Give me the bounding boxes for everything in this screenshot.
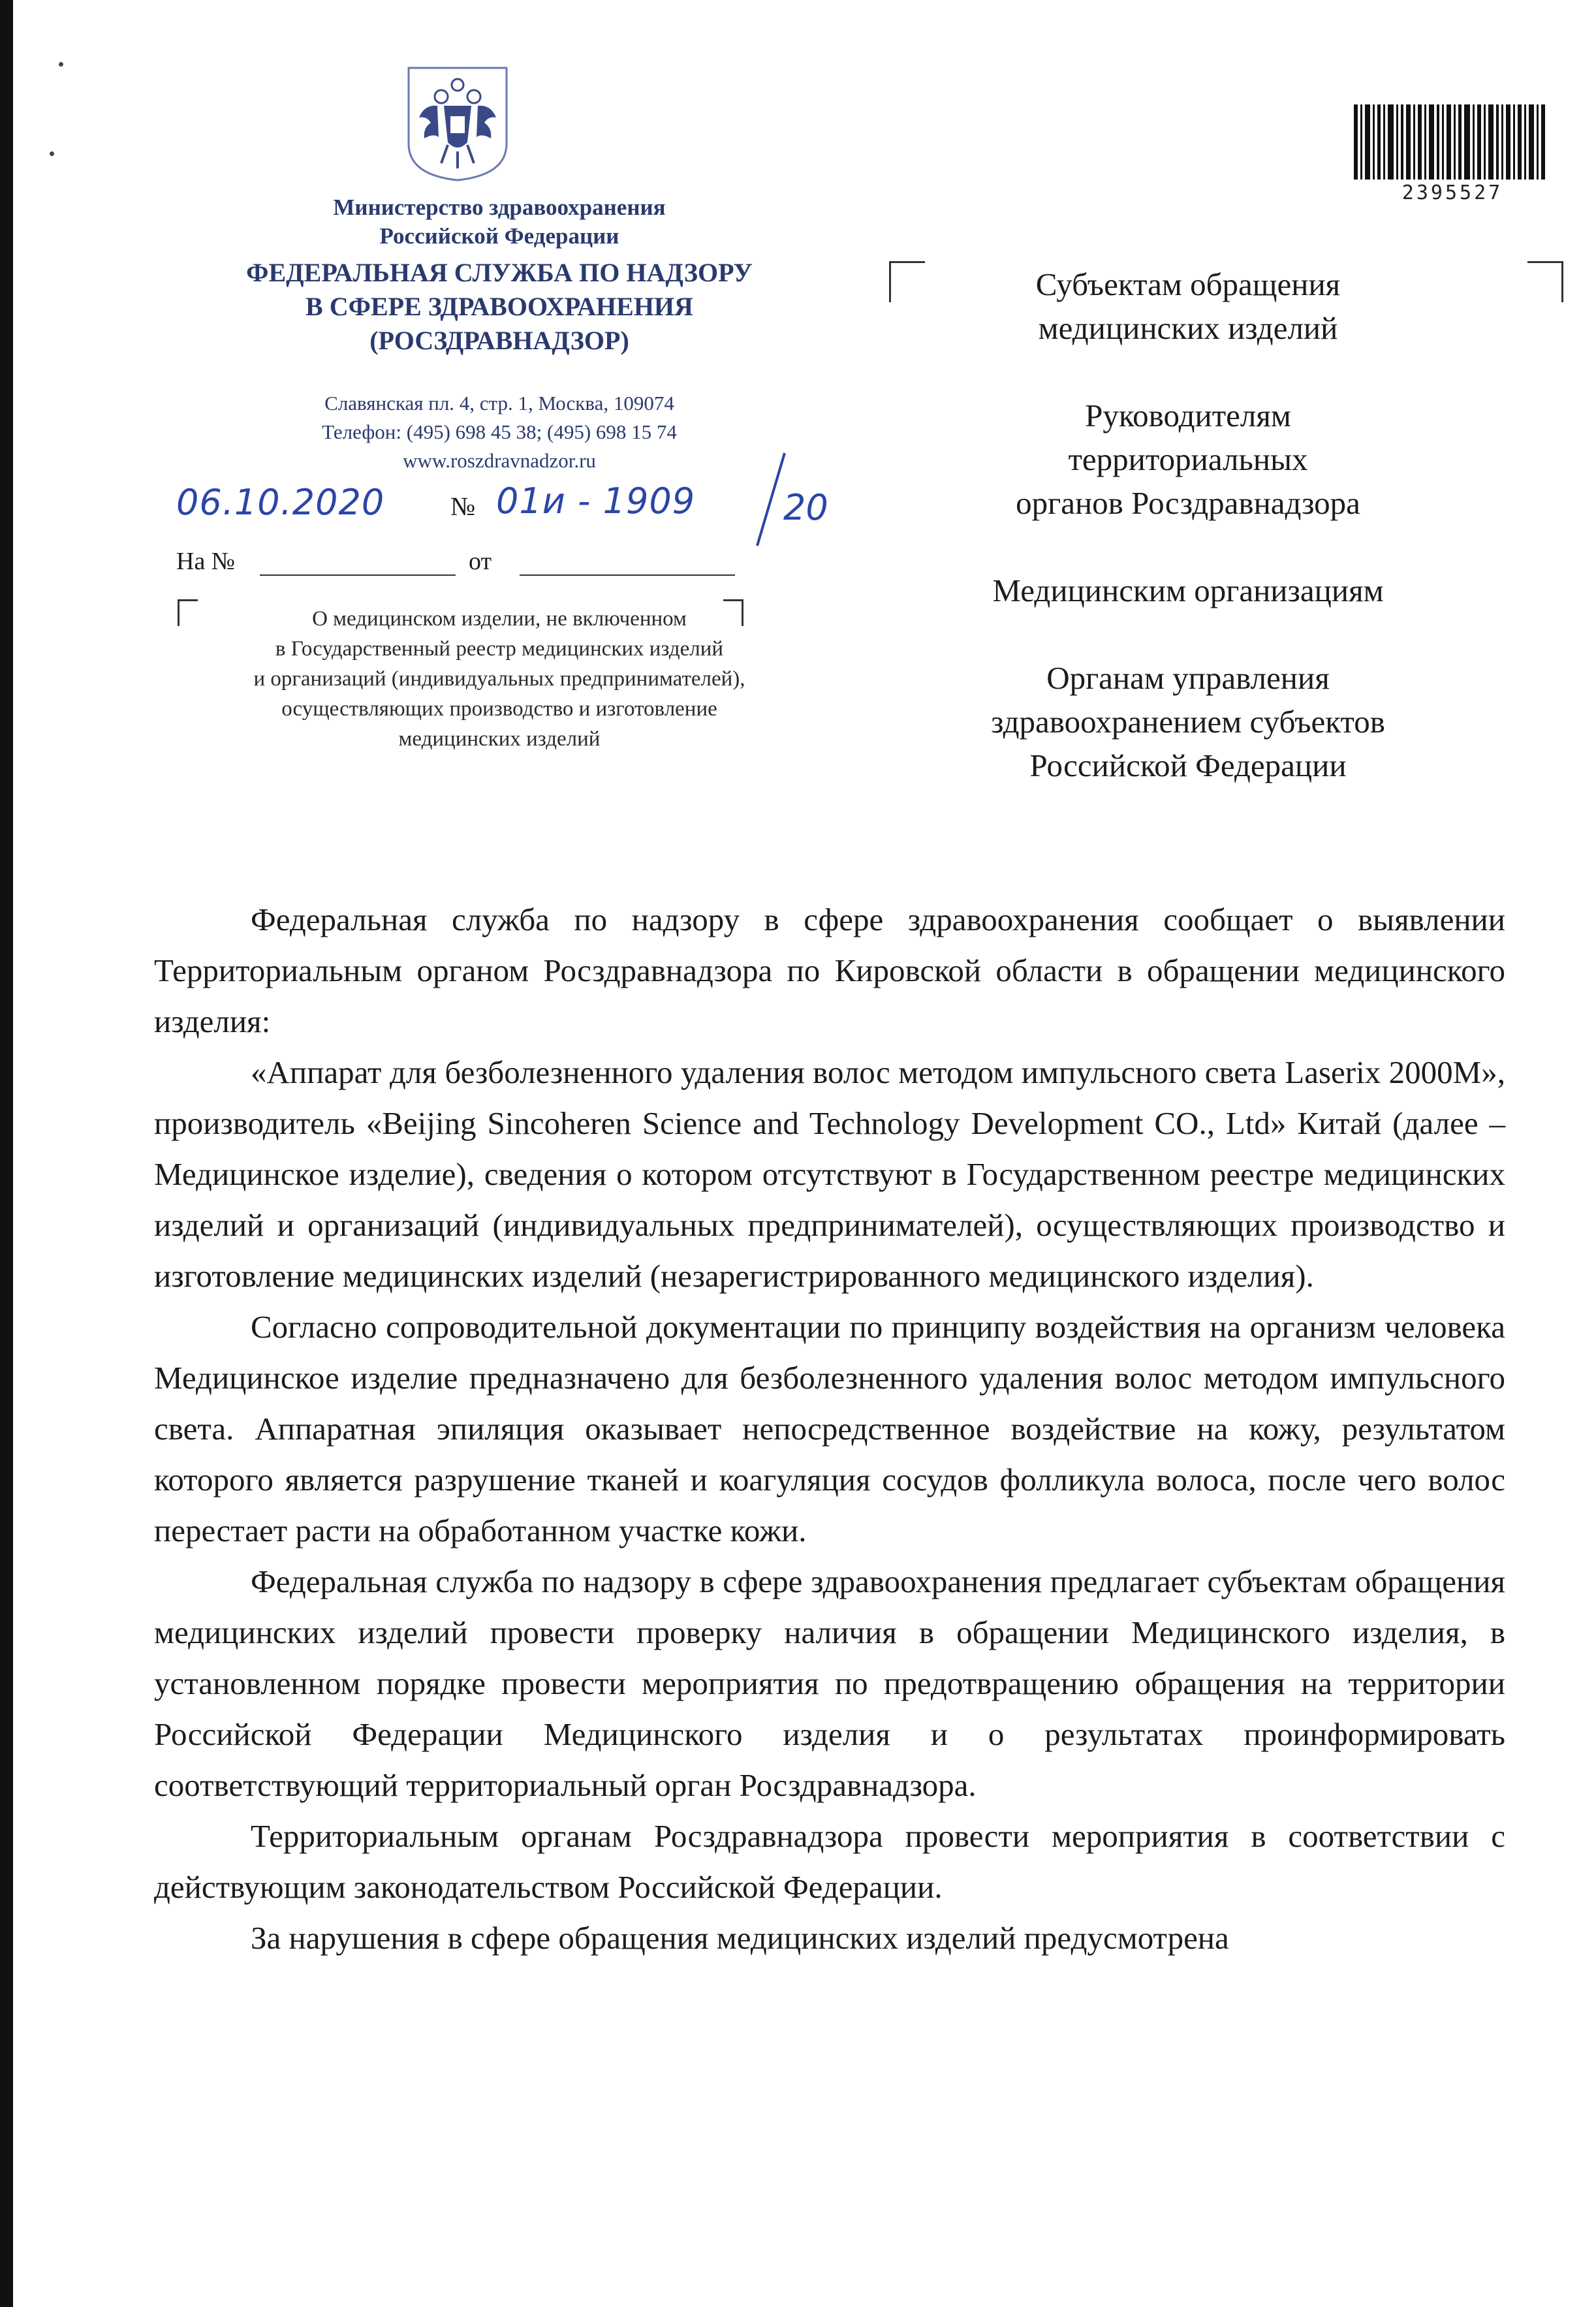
website-link[interactable]: www.roszdravnadzor.ru	[403, 449, 596, 472]
addressee-line: медицинских изделий	[1038, 310, 1338, 346]
ministry-line: Российской Федерации	[379, 223, 619, 249]
addressee-group	[907, 262, 1469, 350]
service-line: В СФЕРЕ ЗДРАВООХРАНЕНИЯ	[305, 292, 693, 321]
reply-date-label: от	[469, 548, 492, 575]
addressee-line: Руководителям	[1085, 398, 1291, 433]
contact-address	[163, 389, 836, 475]
body-paragraph: Федеральная служба по надзору в сфере здравоохранения сообщает о выявлении Территориальным органом Росздравнадзора по Кировской области в обращении медицинского изделия:	[154, 902, 1505, 1039]
addressee-bracket-right	[1527, 261, 1563, 302]
reply-number-label: На №	[176, 548, 236, 575]
service-line: (РОСЗДРАВНАДЗОР)	[369, 326, 629, 355]
subject-line: медицинских изделий	[398, 727, 601, 751]
body-paragraph: Согласно сопроводительной документации по принципу воздействия на организм человека Медицинское изделие предназначено для безболезненного удаления волос методом импульсного света. Аппаратная эпиляция оказывает непосредственное воздействие на кожу, результатом которого является разрушение тканей и коагуляция сосудов фолликула волоса, после чего волос перестает расти на обработанном участке кожи.	[154, 1309, 1505, 1548]
barcode-number: 2395527	[1401, 181, 1503, 204]
registration-number-suffix: 20	[783, 487, 828, 528]
addressee-group	[907, 656, 1469, 787]
coat-of-arms-emblem	[405, 65, 510, 183]
subject-line: осуществляющих производство и изготовление	[281, 697, 717, 721]
addressee-line: Российской Федерации	[1029, 747, 1347, 783]
addressee-line: Субъектам обращения	[1035, 266, 1341, 302]
service-line: ФЕДЕРАЛЬНАЯ СЛУЖБА ПО НАДЗОРУ	[246, 258, 753, 287]
registration-date: 06.10.2020	[176, 482, 385, 523]
subject-line: и организаций (индивидуальных предпринимателей),	[253, 667, 745, 691]
phone-line: Телефон: (495) 698 45 38; (495) 698 15 74	[322, 420, 677, 443]
addressee-group	[907, 569, 1469, 612]
body-paragraph: Территориальным органам Росздравнадзора провести мероприятия в соответствии с действующим законодательством Российской Федерации.	[154, 1818, 1505, 1905]
ministry-name	[196, 193, 803, 251]
reply-number-line	[260, 574, 456, 576]
ministry-line: Министерство здравоохранения	[333, 195, 666, 220]
addressee-line: территориальных	[1068, 441, 1308, 477]
scan-dot	[50, 151, 54, 156]
registration-number: 01и - 1909	[496, 480, 696, 522]
body-paragraph: «Аппарат для безболезненного удаления волос методом импульсного света Laserix 2000M», производитель «Beijing Sincoheren Science and Technology Development CO., Ltd» Китай (далее – Медицинское изделие), сведения о котором отсутствуют в Государственном реестре медицинских изделий и организаций (индивидуальных предпринимателей), осуществляющих производство и изготовление медицинских изделий (незарегистрированного медицинского изделия).	[154, 1054, 1505, 1294]
addressee-group	[907, 394, 1469, 525]
body-paragraph: Федеральная служба по надзору в сфере здравоохранения предлагает субъектам обращения медицинских изделий провести проверку наличия в обращении Медицинского изделия, в установленном порядке провести мероприятия по предотвращению обращения на территории Российской Федерации Медицинского изделия и о результатах проинформировать соответствующий территориальный орган Росздравнадзора.	[154, 1563, 1505, 1803]
registration-number-label: №	[450, 492, 476, 521]
address-line: Славянская пл. 4, стр. 1, Москва, 109074	[324, 392, 674, 415]
subject-line: О медицинском изделии, не включенном	[312, 607, 687, 631]
addressee-line: здравоохранением субъектов	[991, 704, 1385, 740]
addressee-line: органов Росздравнадзора	[1016, 485, 1360, 521]
addressee-line: Органам управления	[1046, 660, 1330, 696]
subject-line: в Государственный реестр медицинских изделий	[275, 637, 724, 661]
letter-subject	[150, 604, 849, 754]
body-paragraph: За нарушения в сфере обращения медицинских изделий предусмотрена	[251, 1920, 1229, 1956]
scan-dot	[59, 62, 63, 67]
addressee-block	[907, 262, 1469, 831]
service-name	[131, 256, 868, 358]
reply-date-line	[520, 574, 735, 576]
letter-body	[154, 894, 1505, 1964]
scan-edge	[0, 0, 13, 2307]
addressee-line: Медицинским организациям	[992, 573, 1384, 608]
barcode	[1353, 104, 1548, 180]
